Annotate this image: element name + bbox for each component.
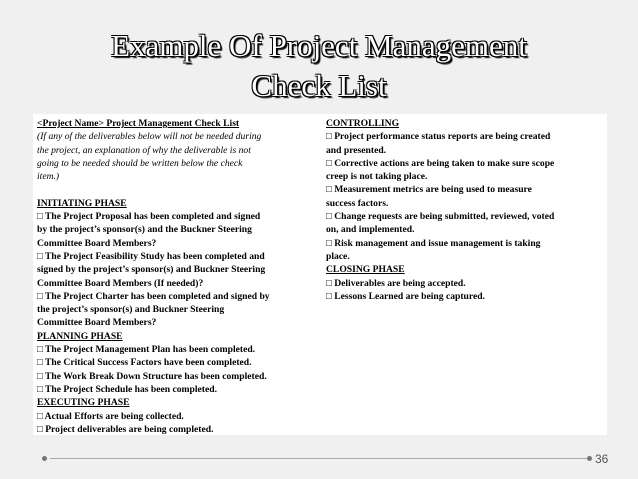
footer-dot-left <box>42 456 47 461</box>
checklist-line: □ Actual Efforts are being collected. <box>37 410 184 422</box>
checklist-line: by the project’s sponsor(s) and the Buckner Steering <box>37 224 252 236</box>
section-heading: EXECUTING PHASE <box>37 397 130 409</box>
checklist-right-column <box>326 117 601 303</box>
checklist-line: place. <box>326 250 350 262</box>
section-heading: <Project Name> Project Management Check List <box>37 118 240 129</box>
checklist-line: □ The Work Break Down Structure has been completed. <box>37 370 267 382</box>
section-heading: CONTROLLING <box>326 118 400 129</box>
checklist-line: Committee Board Members (If needed)? <box>37 277 204 289</box>
slide-number: 36 <box>595 452 609 466</box>
checklist-line: Committee Board Members? <box>37 237 157 249</box>
checklist-line: the project, an explanation of why the deliverable is not <box>37 144 251 156</box>
section-heading: INITIATING PHASE <box>37 197 127 209</box>
checklist-line: □ Corrective actions are being taken to make sure scope <box>326 157 555 169</box>
checklist-line: □ The Project Feasibility Study has been completed and <box>37 250 265 262</box>
checklist-line: □ Measurement metrics are being used to measure <box>326 184 532 196</box>
checklist-line: □ Project deliverables are being completed. <box>37 423 214 435</box>
footer-rule <box>50 458 590 459</box>
checklist-line: success factors. <box>326 197 389 209</box>
checklist-line: and presented. <box>326 144 387 156</box>
spacer <box>37 183 309 196</box>
checklist-line: □ The Project Proposal has been completed and signed <box>37 211 261 223</box>
section-heading: PLANNING PHASE <box>37 330 123 342</box>
title-line-1: Example Of Project Management <box>111 28 527 63</box>
slide-title <box>0 26 638 106</box>
checklist-line: item.) <box>37 171 60 183</box>
checklist-line: (If any of the deliverables below will not be needed during <box>37 131 262 143</box>
footer-dot-right <box>587 456 592 461</box>
section-heading: CLOSING PHASE <box>326 264 405 276</box>
checklist-line: signed by the project’s sponsor(s) and Buckner Steering <box>37 264 266 276</box>
checklist-line: □ The Project Charter has been completed and signed by <box>37 290 270 302</box>
checklist-line: □ Risk management and issue management is taking <box>326 237 541 249</box>
checklist-panel <box>33 114 607 435</box>
checklist-line: Committee Board Members? <box>37 317 157 329</box>
checklist-line: □ Project performance status reports are being created <box>326 131 551 143</box>
checklist-line: □ Deliverables are being accepted. <box>326 277 466 289</box>
checklist-line: □ Lessons Learned are being captured. <box>326 290 485 302</box>
checklist-line: □ The Project Management Plan has been completed. <box>37 344 256 356</box>
checklist-line: □ The Project Schedule has been completed. <box>37 383 217 395</box>
checklist-line: going to be needed should be written below the check <box>37 157 243 169</box>
checklist-line: □ The Critical Success Factors have been completed. <box>37 357 252 369</box>
checklist-line: on, and implemented. <box>326 224 415 236</box>
checklist-line: □ Change requests are being submitted, reviewed, voted <box>326 211 555 223</box>
checklist-line: creep is not taking place. <box>326 171 428 183</box>
checklist-line: the project’s sponsor(s) and Buckner Steering <box>37 304 225 316</box>
title-line-2: Check List <box>251 68 387 103</box>
checklist-left-column <box>37 117 309 436</box>
